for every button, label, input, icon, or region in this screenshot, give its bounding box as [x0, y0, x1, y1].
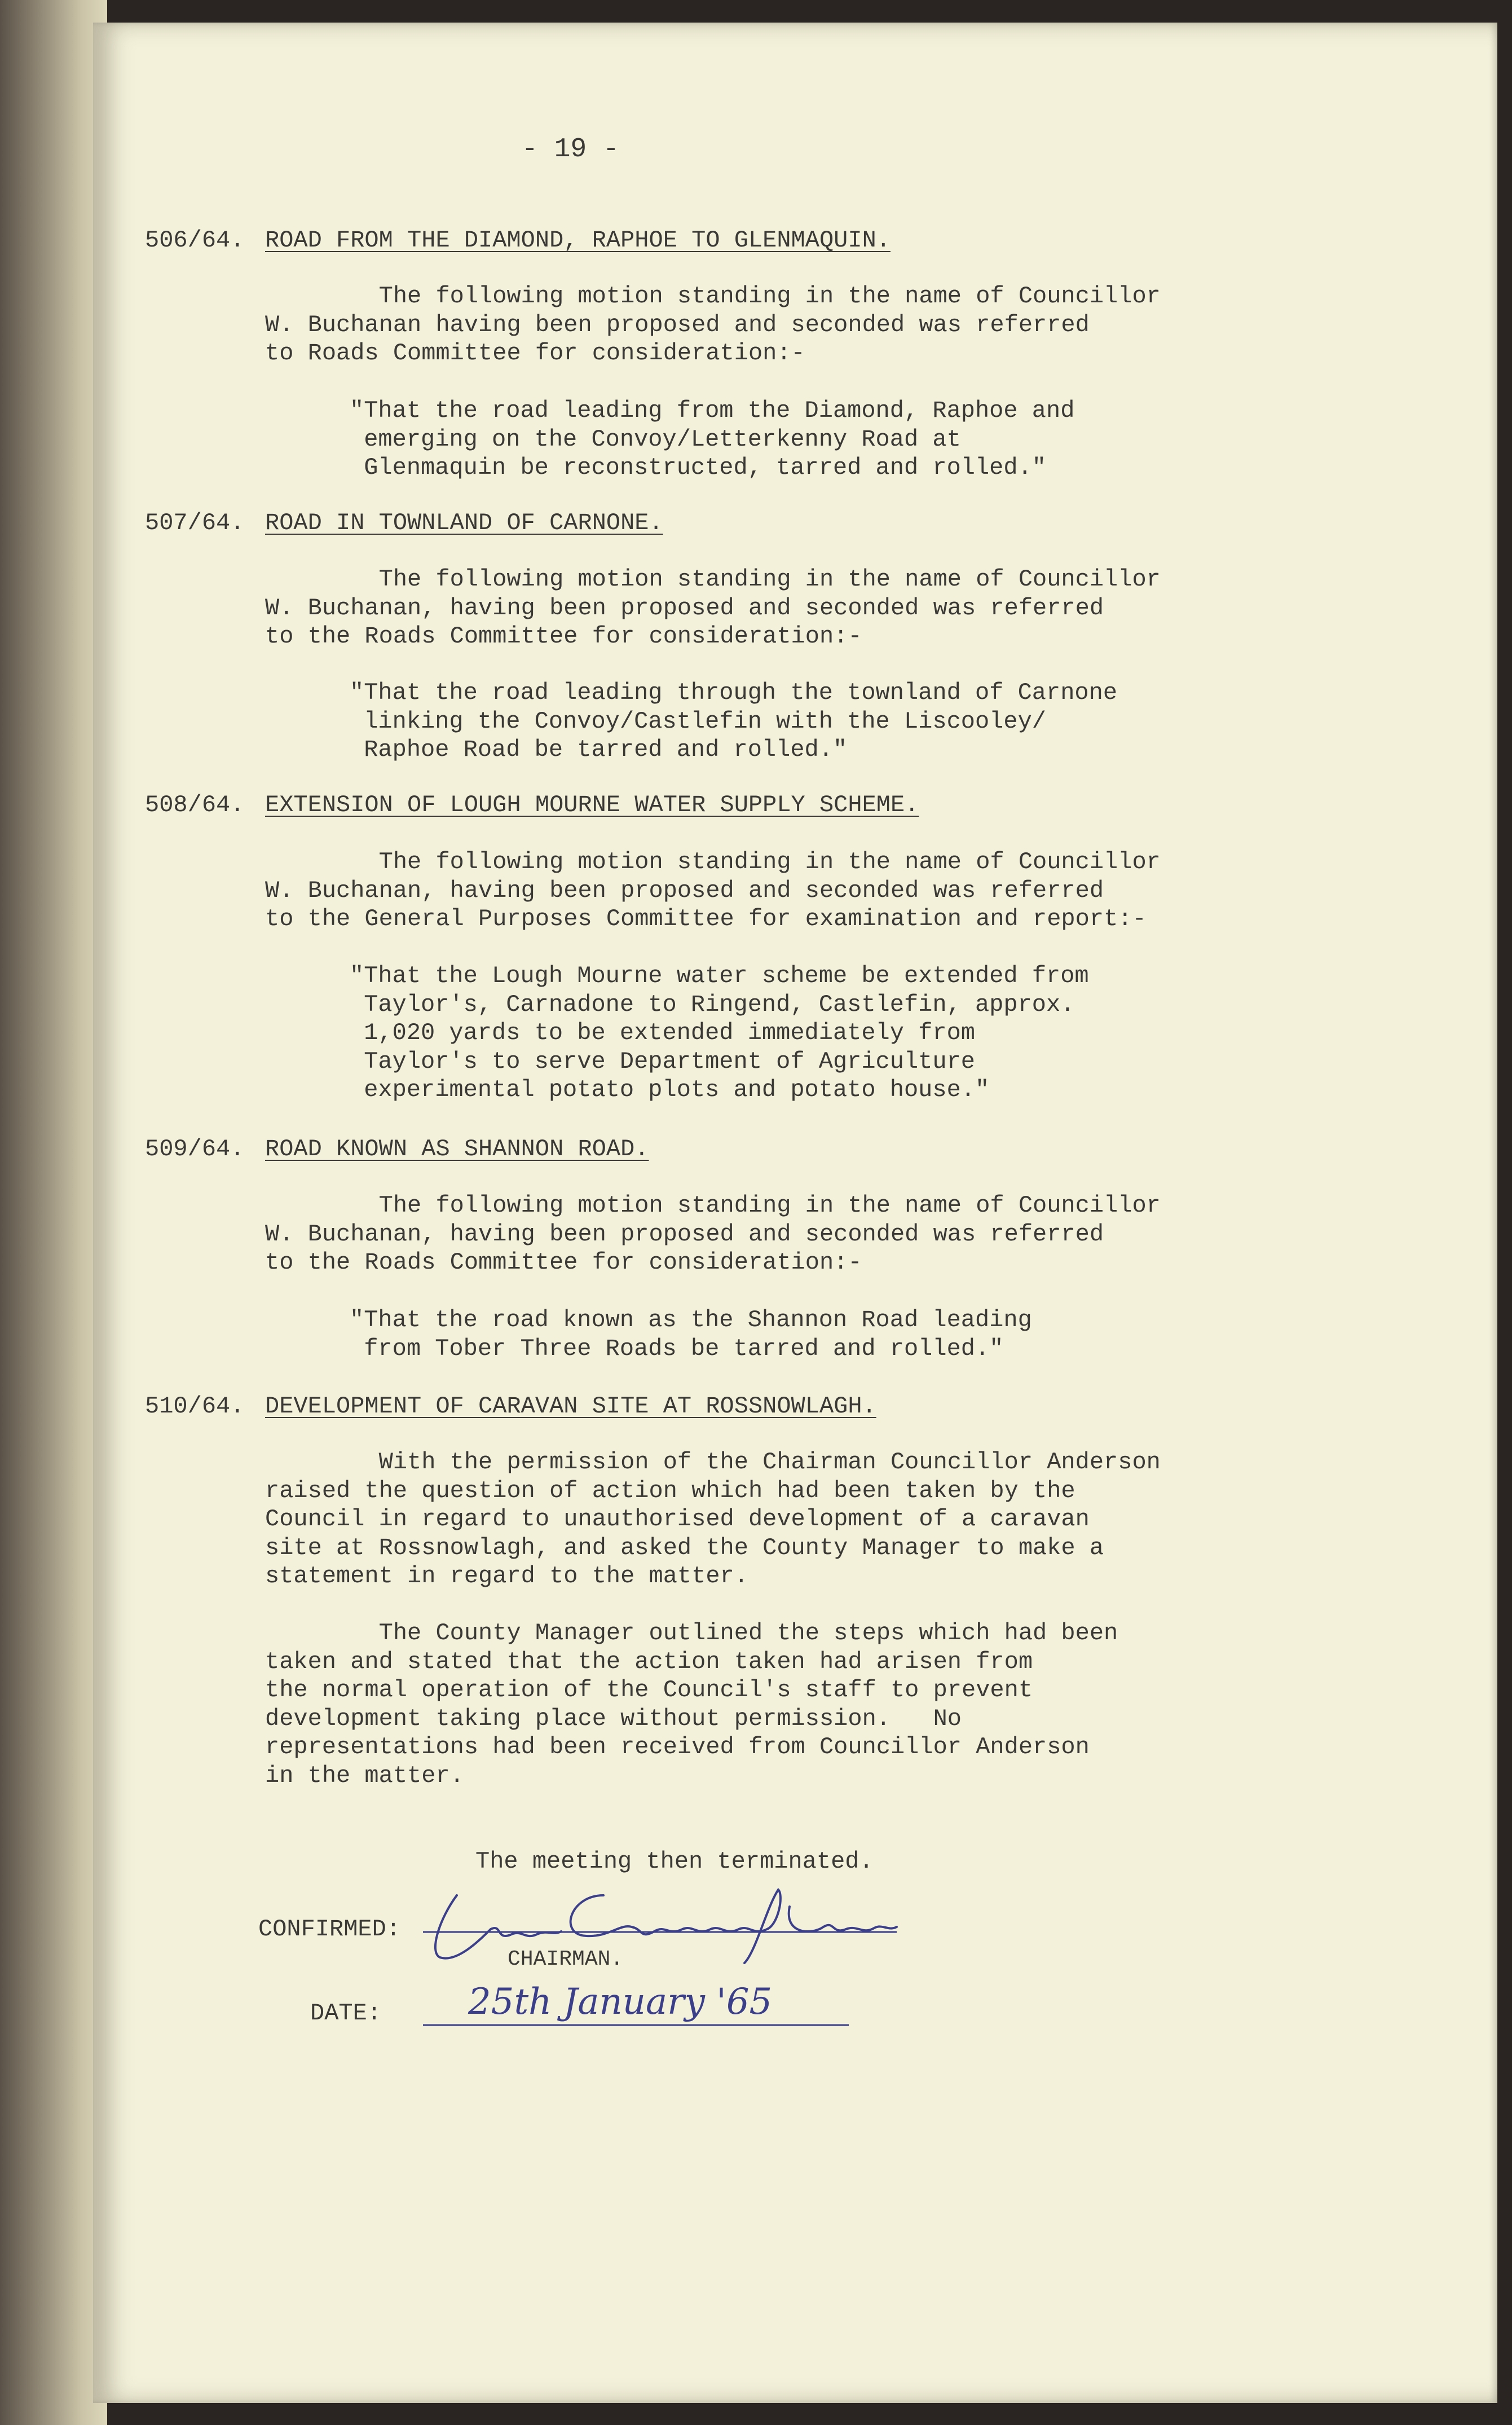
entry-number: 510/64. [145, 1393, 245, 1420]
entry-quote: "That the Lough Mourne water scheme be extended from Taylor's, Carnadone to Ringend, Castlefin, approx. 1,020 yards to be extended immediately from Taylor's to serve Department of Agriculture experimental potato plots and potato house." [350, 962, 1089, 1103]
svg-text:25th January '65: 25th January '65 [468, 1981, 773, 2023]
closing-statement: The meeting then terminated. [475, 1848, 874, 1875]
date-label: DATE: [310, 2000, 382, 2027]
entry-paragraph: The following motion standing in the name of Councillor W. Buchanan having been proposed and seconded was referred to Roads Committee for consideration:- [265, 283, 1161, 367]
entry-heading: ROAD IN TOWNLAND OF CARNONE. [265, 509, 663, 536]
entry-heading: ROAD KNOWN AS SHANNON ROAD. [265, 1136, 649, 1163]
entry-paragraph: The County Manager outlined the steps which had been taken and stated that the action taken had arisen from the normal operation of the Council's staff to prevent development taking place without permission. No representations had been received from Councillor Anderson in the matter. [265, 1619, 1118, 1789]
entry-number: 508/64. [145, 791, 245, 818]
entry-paragraph: The following motion standing in the name of Councillor W. Buchanan, having been proposed and seconded was referred to the Roads Committee for consideration:- [265, 1192, 1161, 1276]
entry-quote: "That the road leading through the townland of Carnone linking the Convoy/Castlefin with the Liscooley/ Raphoe Road be tarred and rolled." [350, 679, 1118, 763]
entry-heading: DEVELOPMENT OF CARAVAN SITE AT ROSSNOWLAGH. [265, 1393, 876, 1420]
entry-number: 506/64. [145, 227, 245, 254]
entry-number: 509/64. [145, 1136, 245, 1163]
entry-number: 507/64. [145, 509, 245, 536]
chairman-signature [417, 1873, 902, 1980]
chairman-label: CHAIRMAN. [508, 1947, 624, 1971]
entry-paragraph: The following motion standing in the name of Councillor W. Buchanan, having been proposed and seconded was referred to the General Purposes Committee for examination and report:- [265, 848, 1161, 932]
entry-quote: "That the road leading from the Diamond, Raphoe and emerging on the Convoy/Letterkenny Road at Glenmaquin be reconstructed, tarred and rolled." [350, 397, 1075, 481]
entry-paragraph: With the permission of the Chairman Councillor Anderson raised the question of action which had been taken by the Council in regard to unauthorised development of a caravan site at Rossnowlagh, and asked the County Manager to make a statement in regard to the matter. [265, 1449, 1161, 1590]
confirmed-label: CONFIRMED: [258, 1916, 401, 1943]
book-binding [0, 0, 107, 2425]
entry-paragraph: The following motion standing in the name of Councillor W. Buchanan, having been proposed and seconded was referred to the Roads Committee for consideration:- [265, 566, 1161, 650]
entry-heading: ROAD FROM THE DIAMOND, RAPHOE TO GLENMAQUIN. [265, 227, 891, 254]
page-number: - 19 - [522, 134, 619, 165]
handwritten-date [417, 1969, 857, 2053]
entry-quote: "That the road known as the Shannon Road leading from Tober Three Roads be tarred and rolled." [350, 1306, 1032, 1362]
entry-heading: EXTENSION OF LOUGH MOURNE WATER SUPPLY SCHEME. [265, 791, 919, 818]
